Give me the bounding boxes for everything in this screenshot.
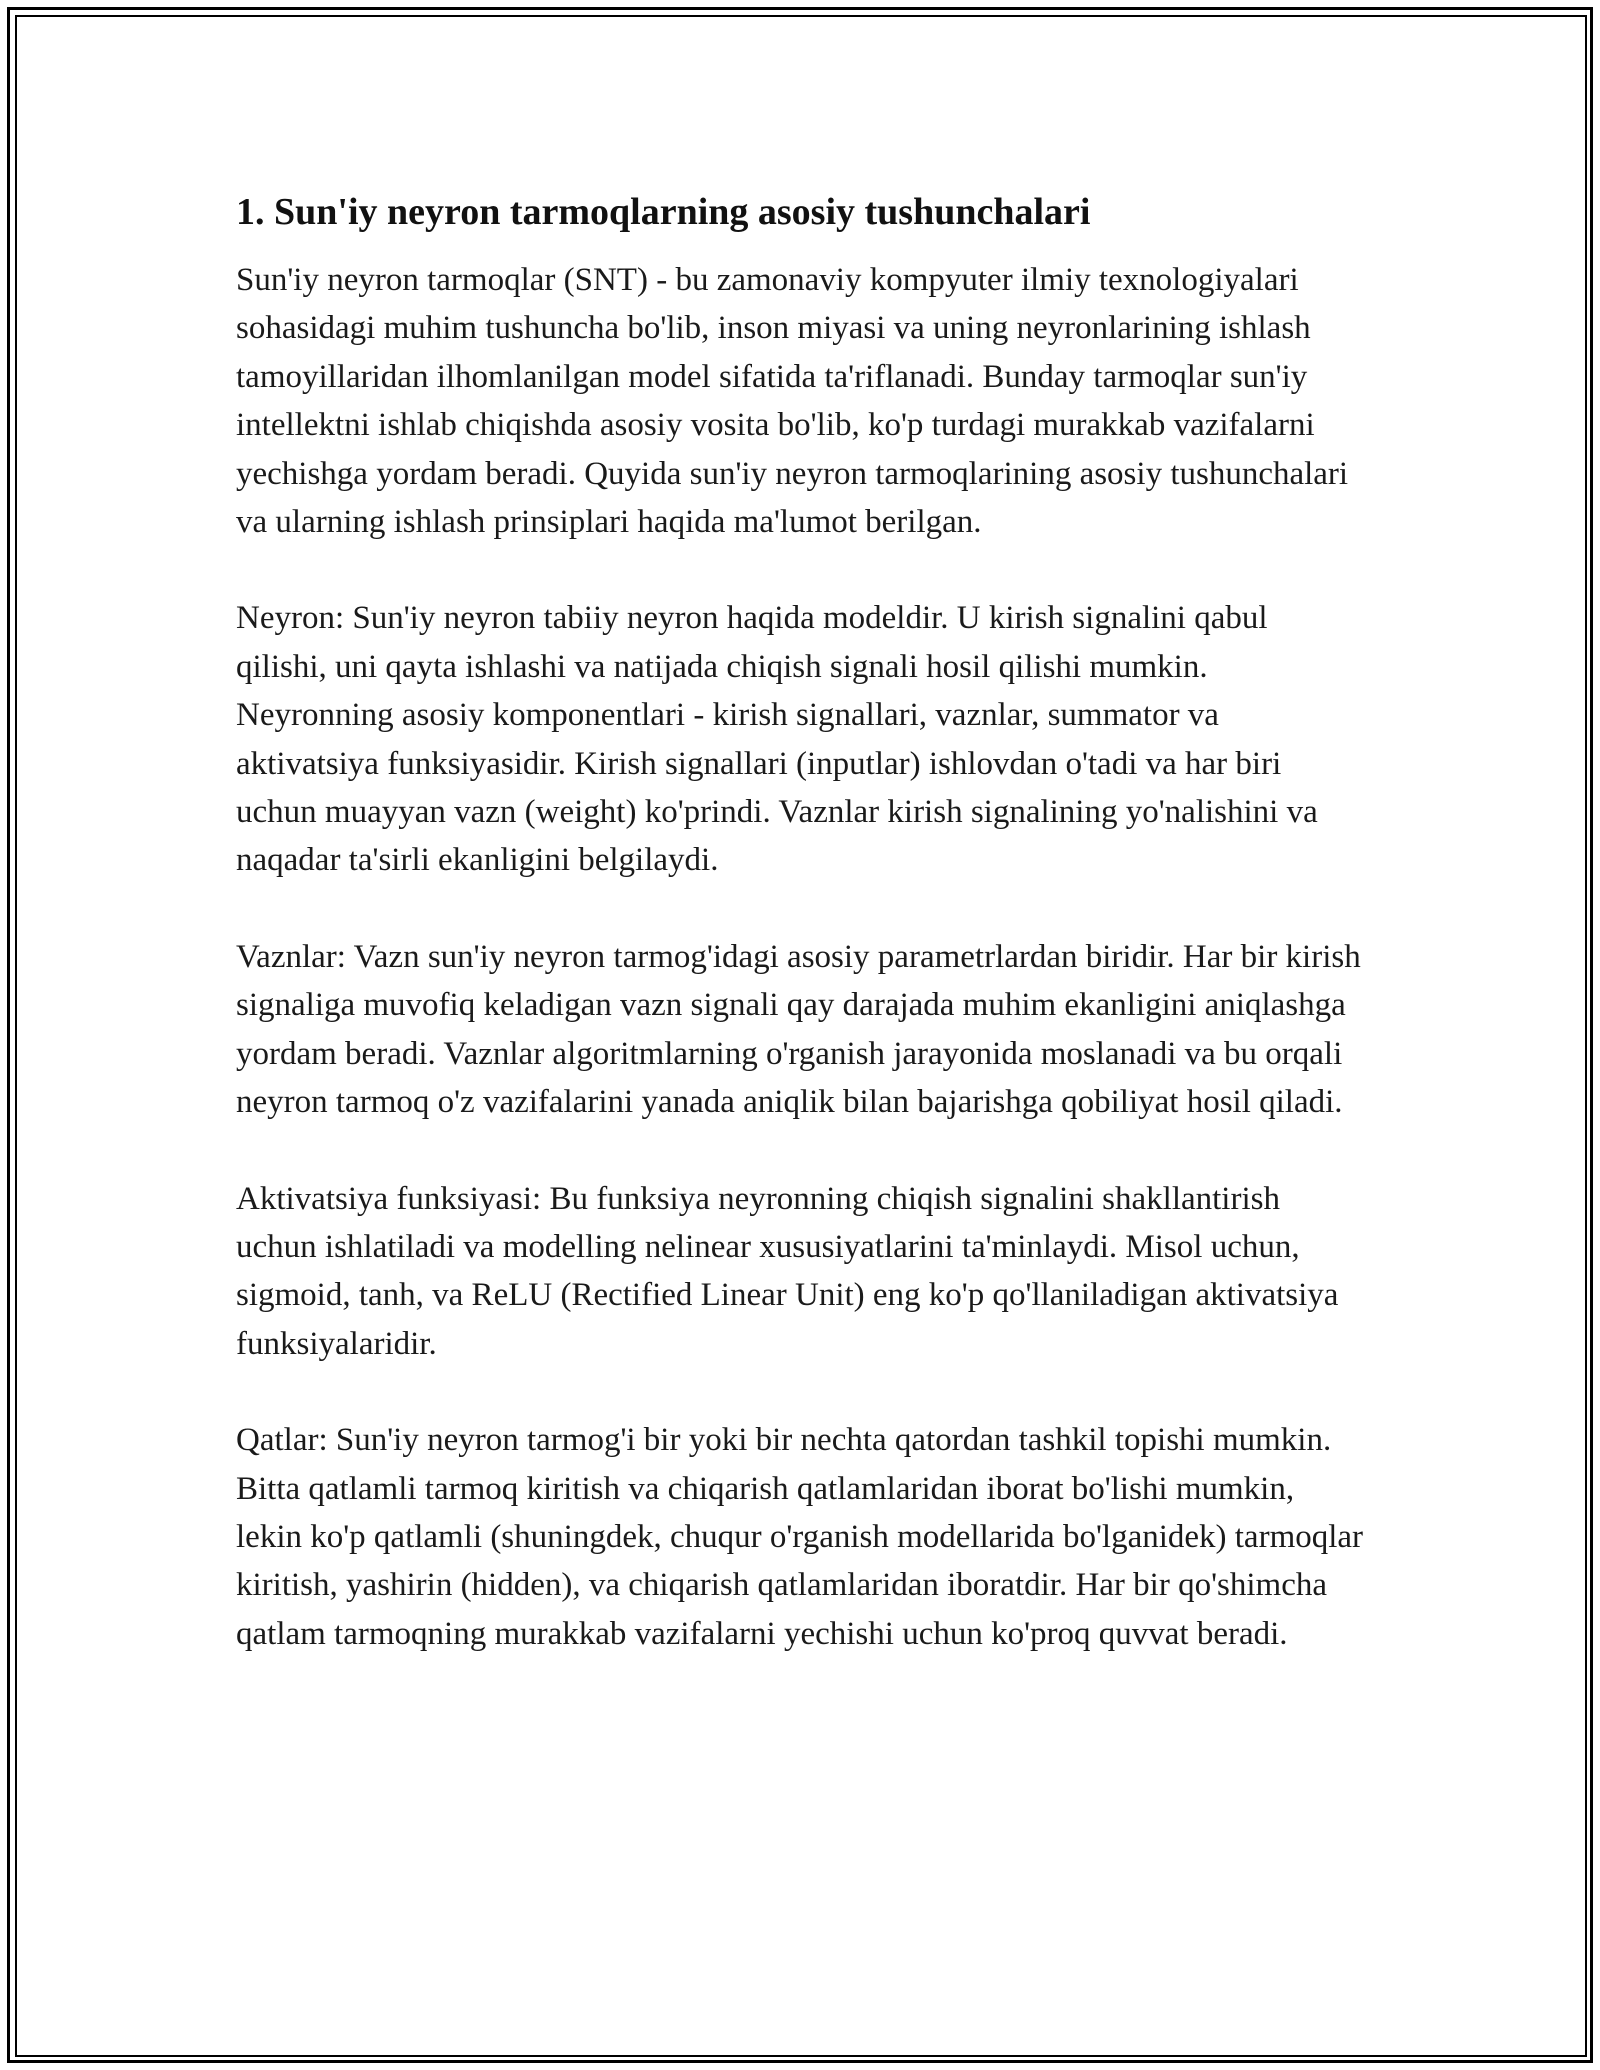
section-heading: 1. Sun'iy neyron tarmoqlarning asosiy tushunchalari (236, 191, 1091, 233)
layers-paragraph: Qatlar: Sun'iy neyron tarmog'i bir yoki bir nechta qatordan tashkil topishi mumkin. Bitta qatlamli tarmoq kiritish va chiqarish qatlamlaridan iborat bo'lishi mumkin, lekin ko'p qatlamli (shuningdek, chuqur o'rganish modellarida bo'lganidek) tarmoqlar kiritish, yashirin (hidden), va chiqarish qatlamlaridan iboratdir. Har bir qo'shimcha qatlam tarmoqning murakkab vazifalarni yechishi uchun ko'proq quvvat beradi. (236, 1422, 1364, 1652)
weights-paragraph: Vaznlar: Vazn sun'iy neyron tarmog'idagi asosiy parametrlardan biridir. Har bir kirish signaliga muvofiq keladigan vazn signali qay darajada muhim ekanligini aniqlashga yordam beradi. Vaznlar algoritmlarning o'rganish jarayonida moslanadi va bu orqali neyron tarmoq o'z vazifalarini yanada aniqlik bilan bajarishga qobiliyat hosil qiladi. (236, 938, 1361, 1121)
document-body (236, 188, 1366, 1658)
neuron-paragraph: Neyron: Sun'iy neyron tabiiy neyron haqida modeldir. U kirish signalini qabul qilishi, uni qayta ishlashi va natijada chiqish signali hosil qilishi mumkin. Neyronning asosiy komponentlari - kirish signallari, vaznlar, summator va aktivatsiya funksiyasidir. Kirish signallari (inputlar) ishlovdan o'tadi va har biri uchun muayyan vazn (weight) ko'prindi. Vaznlar kirish signalining yo'nalishini va naqadar ta'sirli ekanligini belgilaydi. (236, 600, 1318, 879)
activation-function-paragraph: Aktivatsiya funksiyasi: Bu funksiya neyronning chiqish signalini shakllantirish uchun ishlatiladi va modelling nelinear xususiyatlarini ta'minlaydi. Misol uchun, sigmoid, tanh, va ReLU (Rectified Linear Unit) eng ko'p qo'llaniladigan aktivatsiya funksiyalaridir. (236, 1180, 1339, 1362)
intro-paragraph: Sun'iy neyron tarmoqlar (SNT) - bu zamonaviy kompyuter ilmiy texnologiyalari sohasidagi muhim tushuncha bo'lib, inson miyasi va uning neyronlarining ishlash tamoyillaridan ilhomlanilgan model sifatida ta'riflanadi. Bunday tarmoqlar sun'iy intellektni ishlab chiqishda asosiy vosita bo'lib, ko'p turdagi murakkab vazifalarni yechishga yordam beradi. Quyida sun'iy neyron tarmoqlarining asosiy tushunchalari va ularning ishlash prinsiplari haqida ma'lumot berilgan. (236, 262, 1349, 541)
